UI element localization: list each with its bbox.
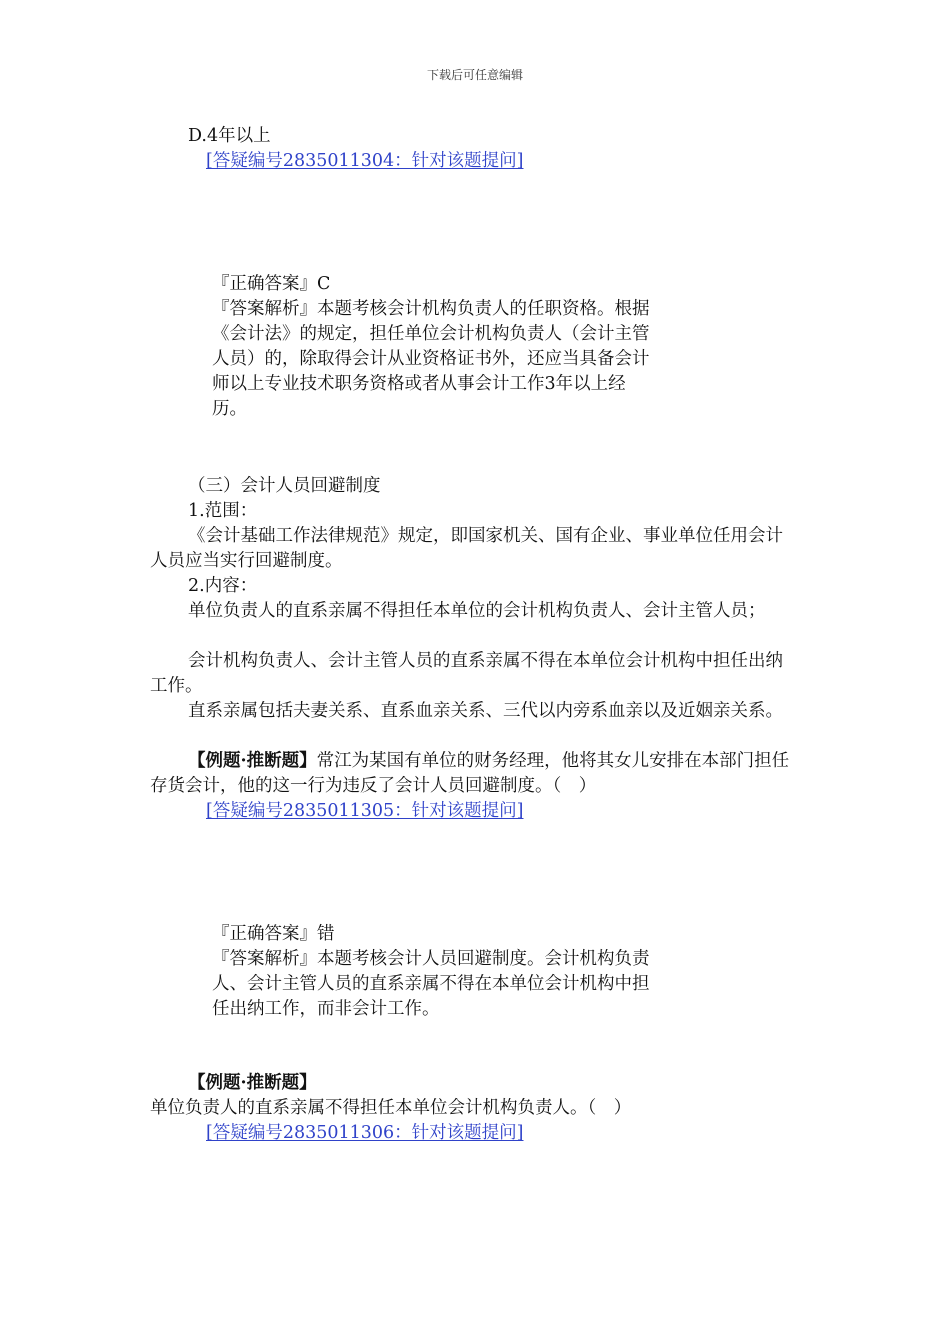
analysis-2-line-3: 任出纳工作，而非会计工作。 xyxy=(212,999,440,1019)
content-para-2: 会计机构负责人、会计主管人员的直系亲属不得在本单位会计机构中担任出纳工作。 xyxy=(150,651,783,696)
content-para-3: 直系亲属包括夫妻关系、直系血亲关系、三代以内旁系血亲以及近姻亲关系。 xyxy=(188,701,783,721)
analysis-2-line-1: 『答案解析』本题考核会计人员回避制度。会计机构负责 xyxy=(212,949,650,969)
qa-link-2835011306[interactable]: [答疑编号2835011306：针对该题提问] xyxy=(206,1123,524,1143)
qa-link-2835011304[interactable]: [答疑编号2835011304：针对该题提问] xyxy=(206,151,524,171)
content-para-1: 单位负责人的直系亲属不得担任本单位的会计机构负责人、会计主管人员； xyxy=(188,601,766,621)
option-d: D.4年以上 xyxy=(188,126,271,146)
analysis-2-line-2: 人、会计主管人员的直系亲属不得在本单位会计机构中担 xyxy=(212,974,650,994)
example-2 xyxy=(150,1071,790,1121)
example-1 xyxy=(150,749,790,799)
scope-text: 《会计基础工作法律规范》规定，即国家机关、国有企业、事业单位任用会计人员应当实行回避制度。 xyxy=(150,526,783,571)
analysis-1-line-5: 历。 xyxy=(212,399,247,419)
page-header-note: 下载后可任意编辑 xyxy=(426,68,523,82)
qa-link-2835011305[interactable]: [答疑编号2835011305：针对该题提问] xyxy=(206,801,524,821)
analysis-1-line-1: 『答案解析』本题考核会计机构负责人的任职资格。根据 xyxy=(212,299,650,319)
analysis-1-line-3: 人员）的，除取得会计从业资格证书外，还应当具备会计 xyxy=(212,349,650,369)
example-1-tag: 【例题·推断题】 xyxy=(188,751,317,771)
example-2-text: 单位负责人的直系亲属不得担任本单位会计机构负责人。（ ） xyxy=(150,1098,632,1118)
analysis-1-line-2: 《会计法》的规定，担任单位会计机构负责人（会计主管 xyxy=(212,324,650,344)
correct-answer-1: 『正确答案』C xyxy=(212,274,331,294)
correct-answer-2: 『正确答案』错 xyxy=(212,924,335,944)
example-1-text: 常江为某国有单位的财务经理，他将其女儿安排在本部门担任存货会计，他的这一行为违反了会计人员回避制度。（ ） xyxy=(150,751,790,796)
content-label: 2.内容： xyxy=(188,576,258,596)
section-title: （三）会计人员回避制度 xyxy=(188,476,381,496)
scope-label: 1.范围： xyxy=(188,501,258,521)
analysis-1-line-4: 师以上专业技术职务资格或者从事会计工作3年以上经 xyxy=(212,374,626,394)
example-2-tag: 【例题·推断题】 xyxy=(188,1073,317,1093)
